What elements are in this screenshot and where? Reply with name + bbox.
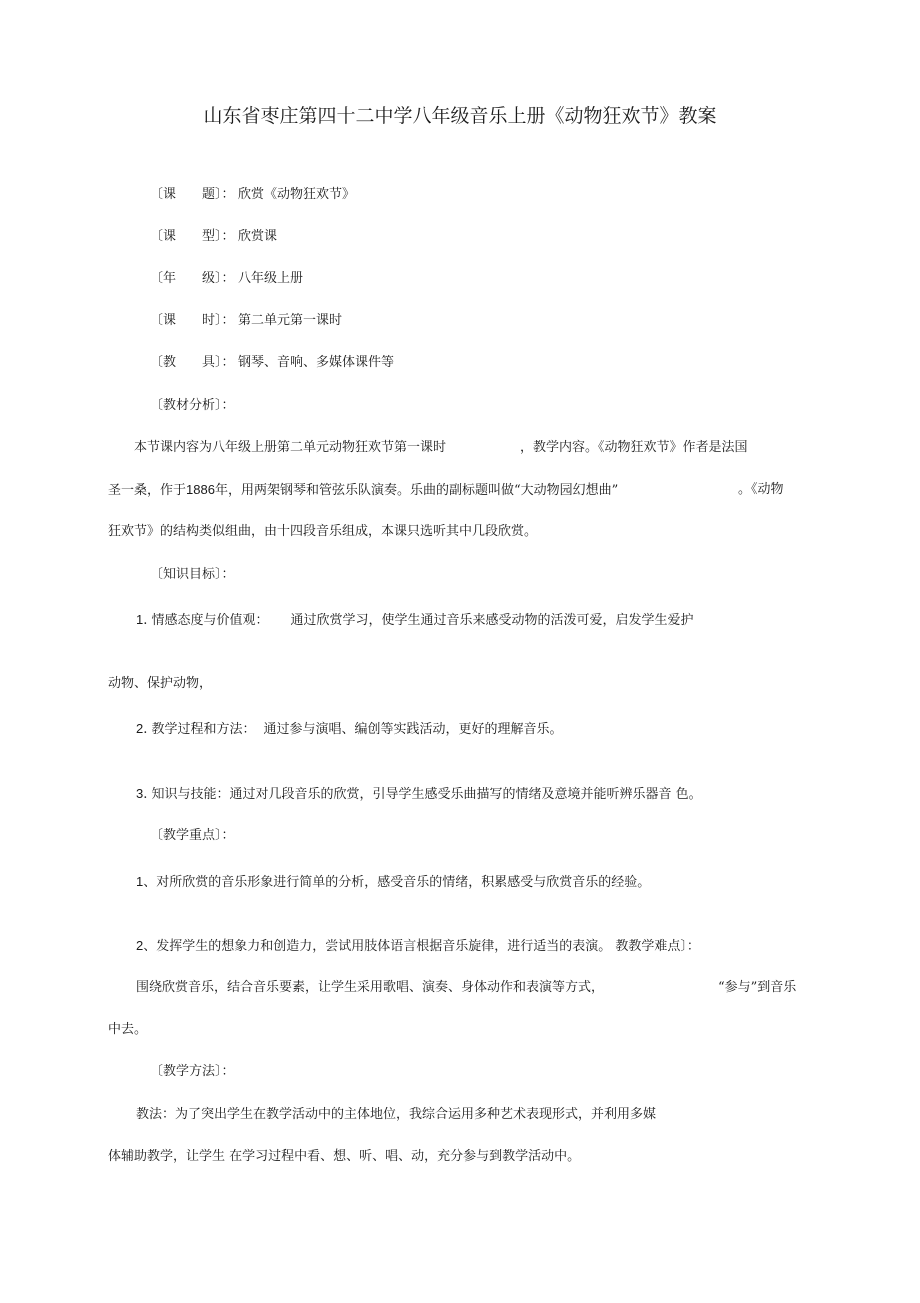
meta-row-period: [150, 312, 342, 330]
meta-row-topic: [150, 186, 355, 204]
difficulty-line-1b: “参与”到音乐: [718, 980, 797, 995]
objective-3: [136, 785, 702, 804]
objective-label: . 教学过程和方法：: [143, 722, 256, 737]
analysis-year: 1886: [186, 482, 215, 497]
meta-row-type: [150, 228, 277, 246]
objective-number: 2: [136, 721, 144, 736]
meta-label: 〔教 具〕：: [150, 355, 235, 370]
meta-label: 〔课 型〕：: [150, 229, 235, 244]
methods-line-1: 教法：为了突出学生在教学活动中的主体地位，我综合运用多种艺术表现形式，并利用多媒: [136, 1107, 657, 1122]
key-point-1: [136, 873, 650, 892]
objectives-heading: 〔知识目标〕：: [150, 567, 235, 582]
document-title: 山东省枣庄第四十二中学八年级音乐上册《动物狂欢节》教案: [203, 105, 717, 127]
meta-row-grade: [150, 270, 303, 288]
key-point-number: 1: [136, 874, 144, 889]
objective-number: 1: [136, 612, 144, 627]
key-point-2: [136, 937, 700, 956]
difficulty-line-1a: 围绕欣赏音乐，结合音乐要素，让学生采用歌唱、演奏、身体动作和表演等方式，: [136, 980, 605, 995]
objective-number: 3: [136, 786, 144, 801]
objective-2: [136, 720, 563, 739]
methods-heading: 〔教学方法〕：: [150, 1064, 235, 1079]
key-point-text: 、对所欣赏的音乐形象进行简单的分析，感受音乐的情绪，积累感受与欣赏音乐的经验。: [143, 875, 651, 890]
meta-value: 八年级上册: [238, 271, 304, 286]
objective-text: . 知识与技能：通过对几段音乐的欣赏，引导学生感受乐曲描写的情绪及意境并能听辨乐器音 色。: [143, 787, 702, 802]
meta-label: 〔年 级〕：: [150, 271, 235, 286]
analysis-line-1a: 本节课内容为八年级上册第二单元动物狂欢节第一课时: [134, 440, 447, 455]
key-points-heading: 〔教学重点〕：: [150, 828, 235, 843]
key-point-number: 2: [136, 938, 144, 953]
methods-line-2: 体辅助教学，让学生 在学习过程中看、想、听、唱、动，充分参与到教学活动中。: [108, 1149, 581, 1164]
objective-text: 通过欣赏学习，使学生通过音乐来感受动物的活泼可爱，启发学生爱护: [290, 613, 694, 628]
meta-value: 钢琴、音响、多媒体课件等: [238, 355, 395, 370]
meta-value: 第二单元第一课时: [238, 313, 343, 328]
key-point-text: 、发挥学生的想象力和创造力，尝试用肢体语言根据音乐旋律，进行适当的表演。 教教学难点〕：: [143, 939, 700, 954]
objective-label: . 情感态度与价值观：: [143, 613, 269, 628]
analysis-line-2: [108, 481, 618, 500]
analysis-heading: 〔教材分析〕：: [150, 398, 235, 413]
meta-value: 欣赏《动物狂欢节》: [238, 187, 356, 202]
difficulty-line-cont: 中去。: [108, 1022, 148, 1037]
objective-text: 通过参与演唱、编创等实践活动，更好的理解音乐。: [263, 722, 563, 737]
analysis-line-2c: 。《动物: [738, 482, 784, 497]
meta-value: 欣赏课: [238, 229, 278, 244]
meta-label: 〔课 题〕：: [150, 187, 235, 202]
objective-1: [136, 611, 694, 630]
meta-label: 〔课 时〕：: [150, 313, 235, 328]
analysis-text: 年，用两架钢琴和管弦乐队演奏。乐曲的副标题叫做“大动物园幻想曲”: [214, 483, 619, 498]
meta-row-tools: [150, 354, 394, 372]
analysis-line-1b: ，教学内容。《动物狂欢节》作者是法国: [520, 440, 748, 455]
analysis-line-3: 狂欢节》的结构类似组曲，由十四段音乐组成，本课只选听其中几段欣赏。: [108, 524, 538, 539]
objective-1-cont: 动物、保护动物，: [108, 676, 213, 691]
analysis-text: 圣一桑，作于: [108, 483, 187, 498]
